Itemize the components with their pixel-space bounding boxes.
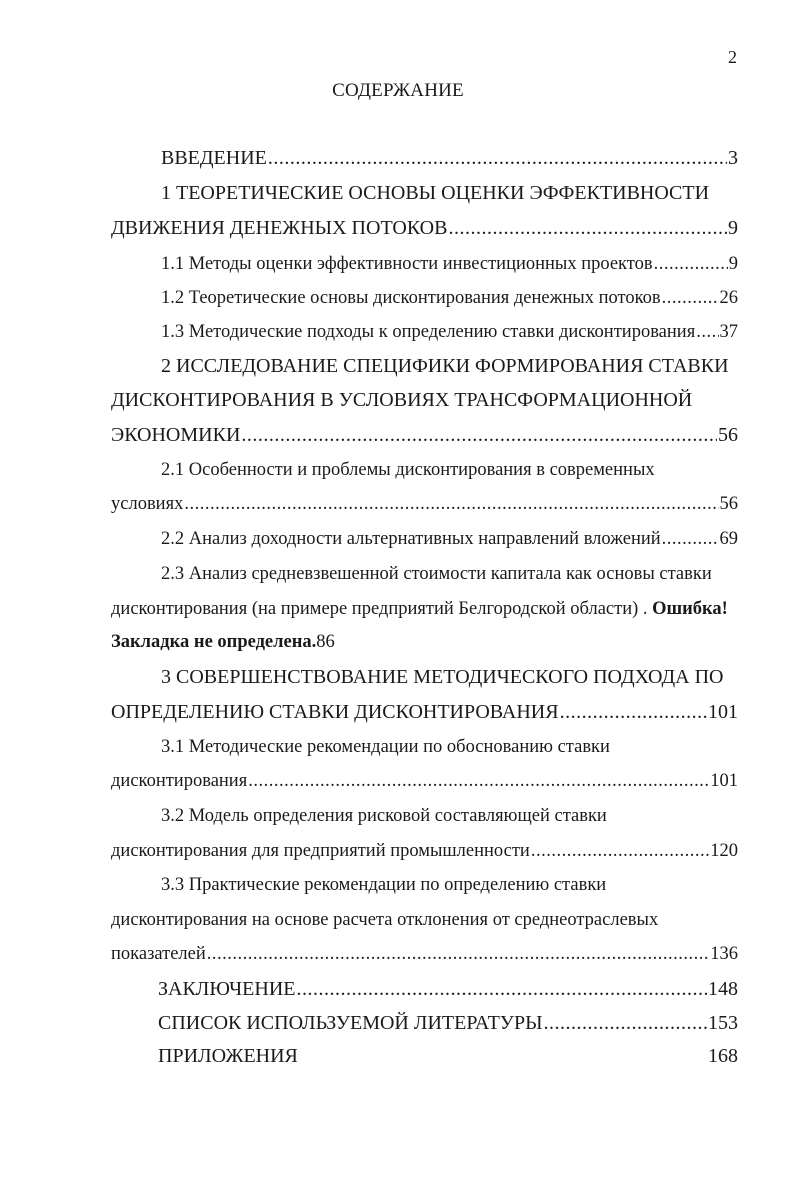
toc-chapter-1-line-1[interactable]: 1 ТЕОРЕТИЧЕСКИЕ ОСНОВЫ ОЦЕНКИ ЭФФЕКТИВНОСТИ	[161, 182, 710, 204]
toc-entry-chapter-2[interactable]	[111, 421, 738, 449]
toc-page-number: 153	[708, 1012, 738, 1034]
toc-leader-dots	[696, 318, 718, 346]
toc-leader-dots	[268, 144, 727, 172]
toc-entry-text: ЭКОНОМИКИ	[111, 424, 241, 446]
toc-leader-dots	[296, 975, 707, 1003]
toc-entry-section-3-3[interactable]	[111, 940, 738, 968]
toc-section-3-2-line-1[interactable]: 3.2 Модель определения рисковой составляющей ставки	[161, 806, 607, 826]
toc-page-number: 3	[728, 147, 738, 169]
page-number: 2	[728, 47, 737, 67]
toc-entry-text: СПИСОК ИСПОЛЬЗУЕМОЙ ЛИТЕРАТУРЫ	[158, 1012, 543, 1034]
toc-entry-section-1-2[interactable]	[161, 284, 738, 312]
toc-entry-text: ДВИЖЕНИЯ ДЕНЕЖНЫХ ПОТОКОВ	[111, 217, 448, 239]
toc-page-number: 148	[708, 978, 738, 1000]
toc-leader-dots	[544, 1009, 707, 1037]
toc-entry-chapter-3[interactable]	[111, 698, 738, 726]
toc-entry-text: дисконтирования	[111, 771, 248, 791]
toc-entry-text: показателей	[111, 944, 206, 964]
toc-leader-dots	[662, 525, 719, 553]
toc-page-number: 37	[719, 322, 738, 342]
toc-page-number: 136	[710, 944, 738, 964]
toc-section-3-3-line-1[interactable]: 3.3 Практические рекомендации по определению ставки	[161, 875, 607, 895]
toc-entry-text: дисконтирования для предприятий промышленности	[111, 841, 530, 861]
toc-entry-chapter-1[interactable]	[111, 214, 738, 242]
toc-chapter-2-line-1[interactable]: 2 ИССЛЕДОВАНИЕ СПЕЦИФИКИ ФОРМИРОВАНИЯ СТАВКИ	[161, 355, 729, 377]
toc-entry-text: ВВЕДЕНИЕ	[161, 147, 267, 169]
toc-page-number: 120	[710, 841, 738, 861]
toc-leader-dots	[184, 490, 718, 518]
toc-page-number: 69	[719, 529, 738, 549]
toc-page-number: 9	[728, 254, 738, 274]
toc-page-number: 101	[708, 701, 738, 723]
toc-page-number: 56	[719, 494, 738, 514]
toc-entry-section-1-3[interactable]	[161, 318, 738, 346]
toc-entry-text: 1.3 Методические подходы к определению ставки дисконтирования	[161, 322, 696, 342]
toc-entry-references[interactable]	[158, 1009, 738, 1037]
toc-leader-dots	[662, 284, 719, 312]
toc-entry-text: дисконтирования (на примере предприятий Белгородской области)	[111, 599, 639, 619]
toc-leader-dots	[207, 940, 710, 968]
toc-leader-dots	[531, 837, 709, 865]
toc-entry-section-1-1[interactable]	[161, 250, 738, 278]
toc-leader-dots	[654, 250, 728, 278]
bookmark-error-text-continued: Закладка не определена.	[111, 632, 317, 652]
toc-page-number: 56	[718, 424, 738, 446]
toc-leader-dot: .	[642, 599, 648, 619]
toc-section-2-3-line-1[interactable]: 2.3 Анализ средневзвешенной стоимости капитала как основы ставки	[161, 564, 712, 584]
toc-page-number: 9	[728, 217, 738, 239]
toc-chapter-2-line-2[interactable]: ДИСКОНТИРОВАНИЯ В УСЛОВИЯХ ТРАНСФОРМАЦИОННОЙ	[111, 389, 693, 411]
toc-entry-appendix[interactable]	[158, 1042, 738, 1070]
toc-page-number: 168	[708, 1045, 738, 1067]
toc-section-2-1-line-1[interactable]: 2.1 Особенности и проблемы дисконтирования в современных	[161, 460, 655, 480]
toc-section-2-3-line-2[interactable]	[111, 595, 728, 623]
toc-leader-dots	[241, 421, 717, 449]
toc-section-3-1-line-1[interactable]: 3.1 Методические рекомендации по обоснованию ставки	[161, 737, 610, 757]
toc-page-number: 86	[316, 632, 335, 652]
toc-entry-section-2-1[interactable]	[111, 490, 738, 518]
page-title: СОДЕРЖАНИЕ	[332, 80, 464, 101]
toc-entry-section-3-1[interactable]	[111, 767, 738, 795]
toc-entry-text: ПРИЛОЖЕНИЯ	[158, 1045, 298, 1067]
toc-page-number: 101	[710, 771, 738, 791]
toc-entry-section-2-2[interactable]	[161, 525, 738, 553]
toc-entry-text: 2.2 Анализ доходности альтернативных направлений вложений	[161, 529, 661, 549]
toc-entry-text: 1.2 Теоретические основы дисконтирования денежных потоков	[161, 288, 661, 308]
toc-entry-text: ЗАКЛЮЧЕНИЕ	[158, 978, 296, 1000]
toc-leader-dots	[448, 214, 727, 242]
toc-section-3-3-line-2[interactable]: дисконтирования на основе расчета отклонения от среднеотраслевых	[111, 910, 659, 930]
toc-entry-text: условиях	[111, 494, 184, 514]
toc-entry-text: 1.1 Методы оценки эффективности инвестиционных проектов	[161, 254, 653, 274]
toc-entry-conclusion[interactable]	[158, 975, 738, 1003]
toc-entry-intro[interactable]	[161, 144, 738, 172]
bookmark-error-text: Ошибка!	[652, 599, 728, 619]
toc-leader-dots	[560, 698, 707, 726]
toc-chapter-3-line-1[interactable]: 3 СОВЕРШЕНСТВОВАНИЕ МЕТОДИЧЕСКОГО ПОДХОДА ПО	[161, 666, 724, 688]
toc-entry-section-3-2[interactable]	[111, 837, 738, 865]
toc-entry-text: ОПРЕДЕЛЕНИЮ СТАВКИ ДИСКОНТИРОВАНИЯ	[111, 701, 559, 723]
toc-leader-dots	[248, 767, 709, 795]
toc-section-2-3-line-3[interactable]	[111, 628, 335, 656]
toc-page-number: 26	[719, 288, 738, 308]
